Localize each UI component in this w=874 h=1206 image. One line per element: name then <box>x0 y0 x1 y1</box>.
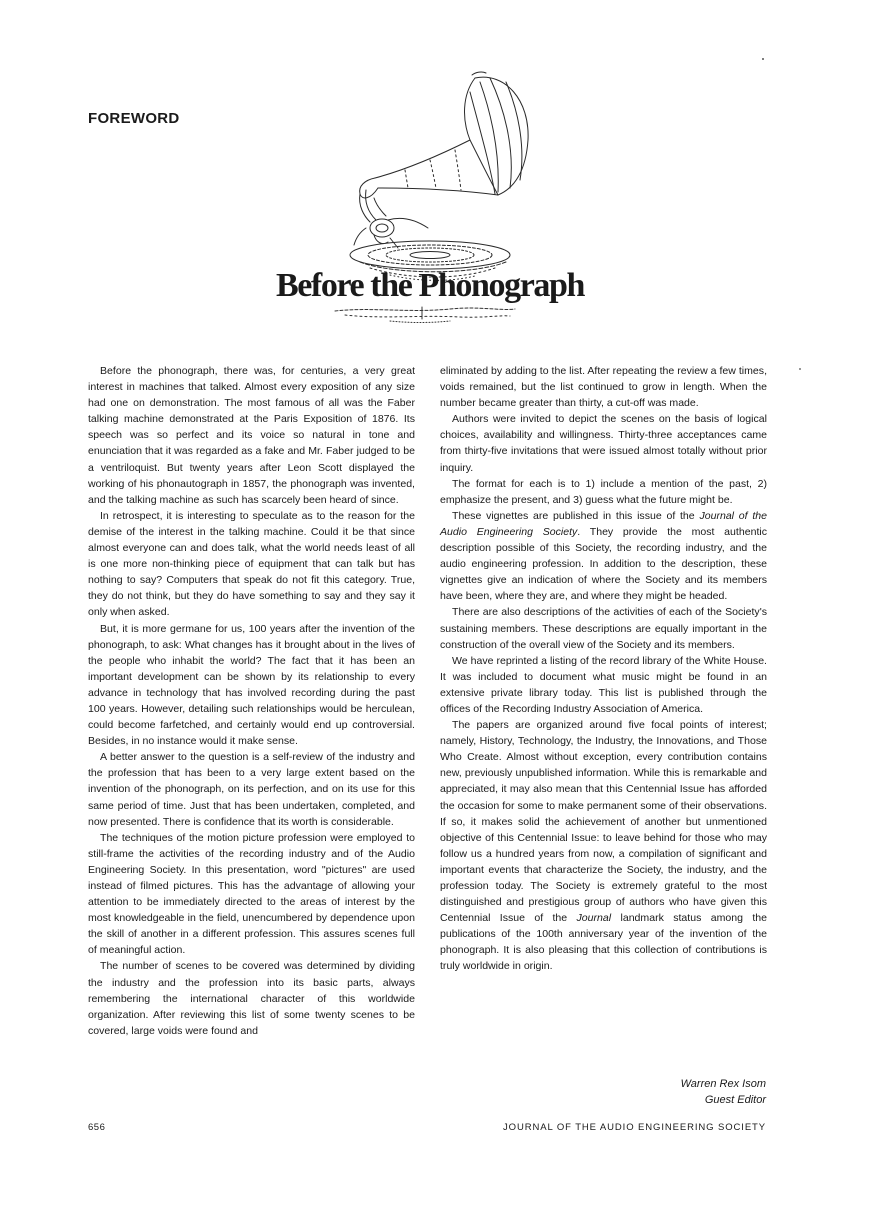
text-run: . They provide the most authentic description possible of this Society, the recording industry, and the audio engineering profession. In addition to the description, these vignettes give an indication of where the Society and its members have been, where they are, and where they might be headed. <box>440 525 767 603</box>
page-number: 656 <box>88 1122 106 1133</box>
right-column <box>440 363 767 975</box>
scan-speck <box>762 58 764 60</box>
paragraph: There are also descriptions of the activities of each of the Society's sustaining members. These descriptions are equally important in the construction of the overall view of the Society and its members. <box>440 606 767 651</box>
journal-title-italic: Journal of the Audio Engineering Society <box>440 509 767 538</box>
paragraph: A better answer to the question is a self-review of the industry and the profession that has been to a very large extent based on the invention of the phonograph, on its perfection, and on its use for this same period of time. Just that has been undertaken, completed, and now presented. There is confidence that its worth is considerable. <box>88 751 415 828</box>
paragraph: The number of scenes to be covered was determined by dividing the industry and the profession into its basic parts, always remembering the international character of this worldwide organization. After reviewing this list of some twenty scenes to be covered, large voids were found and <box>88 960 415 1037</box>
author-role: Guest Editor <box>704 1094 766 1106</box>
paragraph: But, it is more germane for us, 100 years after the invention of the phonograph, to ask: What changes has it brought about in the lives of the people who inhabit the world? The fact that it has been an important development can be shown by its relationship to every advance in technology that has involved recording during the past 100 years. However, detailing such relationships would be herculean, could become farfetched, and certainly would end up controversial. Besides, in no instance would it make sense. <box>88 622 415 748</box>
paragraph <box>440 717 767 975</box>
journal-footer: JOURNAL OF THE AUDIO ENGINEERING SOCIETY <box>503 1122 766 1133</box>
scan-speck <box>799 368 801 370</box>
article-title: Before the Phonograph <box>275 267 585 304</box>
paragraph-continued: eliminated by adding to the list. After repeating the review a few times, voids remained, but the list continued to grow in length. When the number became greater than thirty, a cut-off was made. <box>440 365 767 410</box>
signature-block <box>560 1076 766 1108</box>
journal-italic: Journal <box>576 912 612 925</box>
paragraph: In retrospect, it is interesting to speculate as to the reason for the demise of the interest in the talking machine. Could it be that since almost everyone can and does talk, what the world needs least of all is one more non-thinking piece of equipment that can talk but has nothing to say? Computers that speak do not fit this category. True, they do not think, but they do have something to say and they say it only when asked. <box>88 509 415 619</box>
paragraph: The techniques of the motion picture profession were employed to still-frame the activities of the recording industry and of the Audio Engineering Society. In this presentation, word "pictures" are used instead of filmed pictures. This has the advantage of allowing your attention to be immediately directed to the areas of interest by the most knowledgeable in the field, unencumbered by dependence upon the skill of another in a different profession. This assures scenes full of meaningful action. <box>88 831 415 957</box>
section-label: FOREWORD <box>88 110 180 127</box>
left-column <box>88 363 415 1039</box>
author-name: Warren Rex Isom <box>680 1078 766 1090</box>
paragraph: The format for each is to 1) include a mention of the past, 2) emphasize the present, and 3) guess what the future might be. <box>440 477 767 506</box>
text-run: These vignettes are published in this issue of the <box>452 509 700 522</box>
title-underline-flourish <box>330 303 520 327</box>
gramophone-icon <box>330 70 560 285</box>
text-run: The papers are organized around five focal points of interest; namely, History, Technology, the Industry, the Innovations, and Those Who Create. Almost without exception, every contribution contains new, previously unpublished information. While this is remarkable and appreciated, it may also mean that this Centennial Issue has afforded the occasion for some to make permanent some of their observations. If so, it makes solid the achievement of another but unmentioned objective of this Centennial Issue: to leave behind for those who may follow us a hundred years from now, a compilation of significant and important events that characterize the Society, the industry, and the profession today. The Society is extremely grateful to the most distinguished and prestigious group of authors who have given this Centennial Issue of the <box>440 719 767 925</box>
paragraph <box>440 508 767 605</box>
paragraph: Authors were invited to depict the scenes on the basis of logical choices, availability and willingness. Thirty-three acceptances came from thirty-five invitations that were issued almost totally without prior inquiry. <box>440 413 767 474</box>
text-run: landmark status among the publications of the 100th anniversary year of the invention of the phonograph. It is also pleasing that this collection of contributions is truly worldwide in origin. <box>440 912 767 973</box>
paragraph: We have reprinted a listing of the record library of the White House. It was included to document what music might be found in an extensive private library today. This list is published through the offices of the Recording Industry Association of America. <box>440 654 767 715</box>
paragraph: Before the phonograph, there was, for centuries, a very great interest in machines that talked. Almost every exposition of any size had one on demonstration. The most famous of all was the Faber talking machine demonstrated at the Paris Exposition of 1876. Its speech was so perfect and its voice so natural in tone and enunciation that it was regarded as a fake and Mr. Faber judged to be a ventriloquist. But twenty years after Leon Scott displayed the working of his phonautograph in 1857, the phonograph was invented, and the talking machine as such has scarcely been heard of since. <box>88 365 415 506</box>
